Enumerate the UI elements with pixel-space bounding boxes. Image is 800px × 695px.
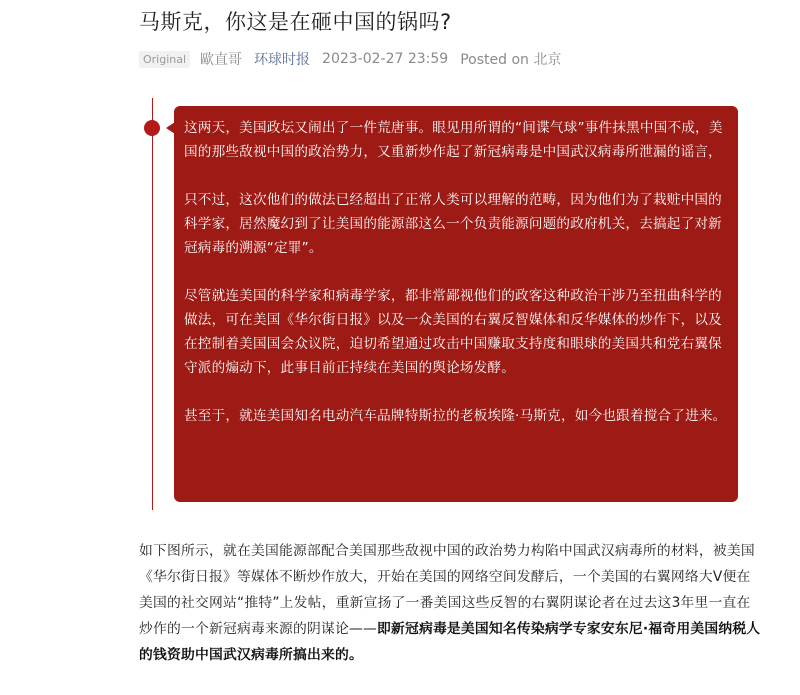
quote-timeline-line xyxy=(152,98,153,510)
article-meta xyxy=(139,49,561,69)
quote-box xyxy=(174,106,738,502)
original-badge: Original xyxy=(139,51,190,68)
quote-block xyxy=(140,98,740,510)
publish-datetime: 2023-02-27 23:59 xyxy=(322,51,449,67)
quote-marker-dot-icon xyxy=(144,120,160,136)
author-name: 歐直哥 xyxy=(200,52,243,68)
quote-paragraph: 尽管就连美国的科学家和病毒学家，都非常鄙视他们的政客这种政治干涉乃至扭曲科学的做法，可在美国《华尔街日报》以及一众美国的右翼反智媒体和反华媒体的炒作下，以及在控制着美国国会众议院，迫切希望通过攻击中国赚取支持度和眼球的美国共和党右翼保守派的煽动下，此事目前正持续在美国的舆论场发酵。 xyxy=(184,288,722,376)
quote-paragraph: 只不过，这次他们的做法已经超出了正常人类可以理解的范畴，因为他们为了栽赃中国的科学家，居然魔幻到了让美国的能源部这么一个负责能源问题的政府机关，去搞起了对新冠病毒的溯源“定罪”。 xyxy=(184,192,722,256)
quote-paragraph: 甚至于，就连美国知名电动汽车品牌特斯拉的老板埃隆·马斯克，如今也跟着搅合了进来。 xyxy=(184,408,727,424)
source-link[interactable]: 环球时报 xyxy=(254,52,311,68)
posted-location: Posted on 北京 xyxy=(460,52,562,68)
body-text: 如下图所示，就在美国能源部配合美国那些敌视中国的政治势力构陷中国武汉病毒所的材料，被美国《华尔街日报》等媒体不断炒作放大，开始在美国的网络空间发酵后，一个美国的右翼网络大V便在美国的社交网站“推特”上发帖，重新宣扬了一番美国这些反智的右翼阴谋论者在过去这3年里一直在炒作的一个新冠病毒来源的阴谋论—— xyxy=(139,543,755,637)
body-bold-text: 即新冠病毒是美国知名传染病学专家安东尼·福奇用美国纳税人的钱资助中国武汉病毒所搞出来的。 xyxy=(139,621,761,663)
quote-paragraph: 这两天，美国政坛又闹出了一件荒唐事。眼见用所谓的“间谍气球”事件抹黑中国不成，美国的那些敌视中国的政治势力，又重新炒作起了新冠病毒是中国武汉病毒所泄漏的谣言， xyxy=(184,120,723,160)
page-title: 马斯克，你这是在砸中国的锅吗? xyxy=(139,10,452,34)
body-paragraph xyxy=(139,538,761,668)
